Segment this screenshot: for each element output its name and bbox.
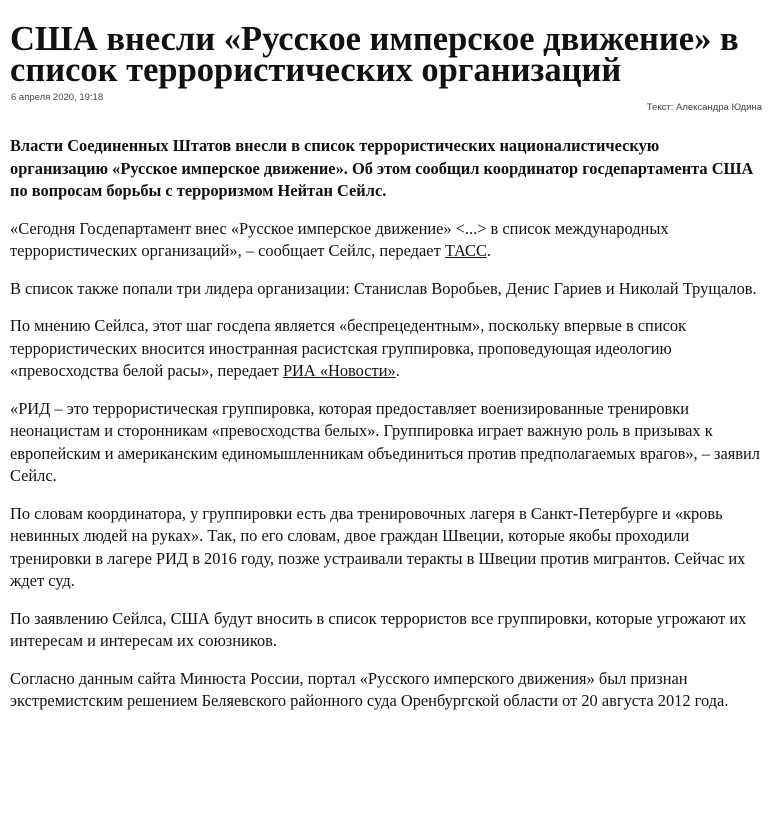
tass-link[interactable]: ТАСС bbox=[444, 241, 487, 260]
paragraph-1 bbox=[10, 218, 760, 263]
paragraph-1-end: . bbox=[486, 241, 492, 260]
author-byline bbox=[647, 102, 762, 113]
paragraph-3-end: . bbox=[395, 361, 400, 380]
article-meta bbox=[10, 92, 760, 120]
paragraph-6: По заявлению Сейлса, США будут вносить в список террористов все группировки, которые угрожают их интересам и интересам их союзников. bbox=[10, 608, 747, 650]
author-name: Александра Юдина bbox=[675, 102, 762, 113]
paragraph-1-text: «Сегодня Госдепартамент внес «Русское имперское движение» <...> в список международных террористических организаций», – сообщает Сейлс, передает bbox=[10, 218, 669, 260]
paragraph-5: По словам координатора, у группировки есть два тренировочных лагеря в Санкт-Петербурге и «кровь невинных людей на руках». Так, по его словам, двое граждан Швеции, которые якобы проходили тренировки в лагере РИД в 2016 году, позже устраивали теракты в Швеции против мигрантов. Сейчас их ждет суд. bbox=[10, 503, 746, 590]
paragraph-3 bbox=[10, 315, 760, 383]
publish-date: 6 апреля 2020, 19:18 bbox=[11, 92, 104, 103]
article-body bbox=[10, 135, 760, 713]
ria-novosti-link[interactable]: РИА «Новости» bbox=[282, 361, 396, 380]
paragraph-3-text: По мнению Сейлса, этот шаг госдепа является «беспрецедентным», поскольку впервые в список террористических вносится иностранная расистская группировка, проповедующая идеологию «превосходства белой расы», передает bbox=[10, 316, 687, 380]
paragraph-7: Согласно данным сайта Минюста России, портал «Русского имперского движения» был признан экстремистским решением Беляевского районного суда Оренбургской области от 20 августа 2012 года. bbox=[10, 668, 729, 710]
paragraph-2: В список также попали три лидера организации: Станислав Воробьев, Денис Гариев и Николай Трущалов. bbox=[10, 278, 757, 298]
author-prefix: Текст: bbox=[646, 102, 676, 113]
article-title: США внесли «Русское имперское движение» в список террористических организаций bbox=[10, 20, 739, 89]
paragraph-4: «РИД – это террористическая группировка, которая предоставляет военизированные тренировки неонацистам и сторонникам «превосходства белых». Группировка играет важную роль в призывах к европейским и американским единомышленникам объединиться против предполагаемых врагов», – заявил Сейлс. bbox=[10, 398, 760, 485]
article-lead: Власти Соединенных Штатов внесли в список террористических националистическую организацию «Русское имперское движение». Об этом сообщил координатор госдепартамента США по вопросам борьбы с терроризмом Нейтан Сейлс. bbox=[10, 136, 754, 200]
